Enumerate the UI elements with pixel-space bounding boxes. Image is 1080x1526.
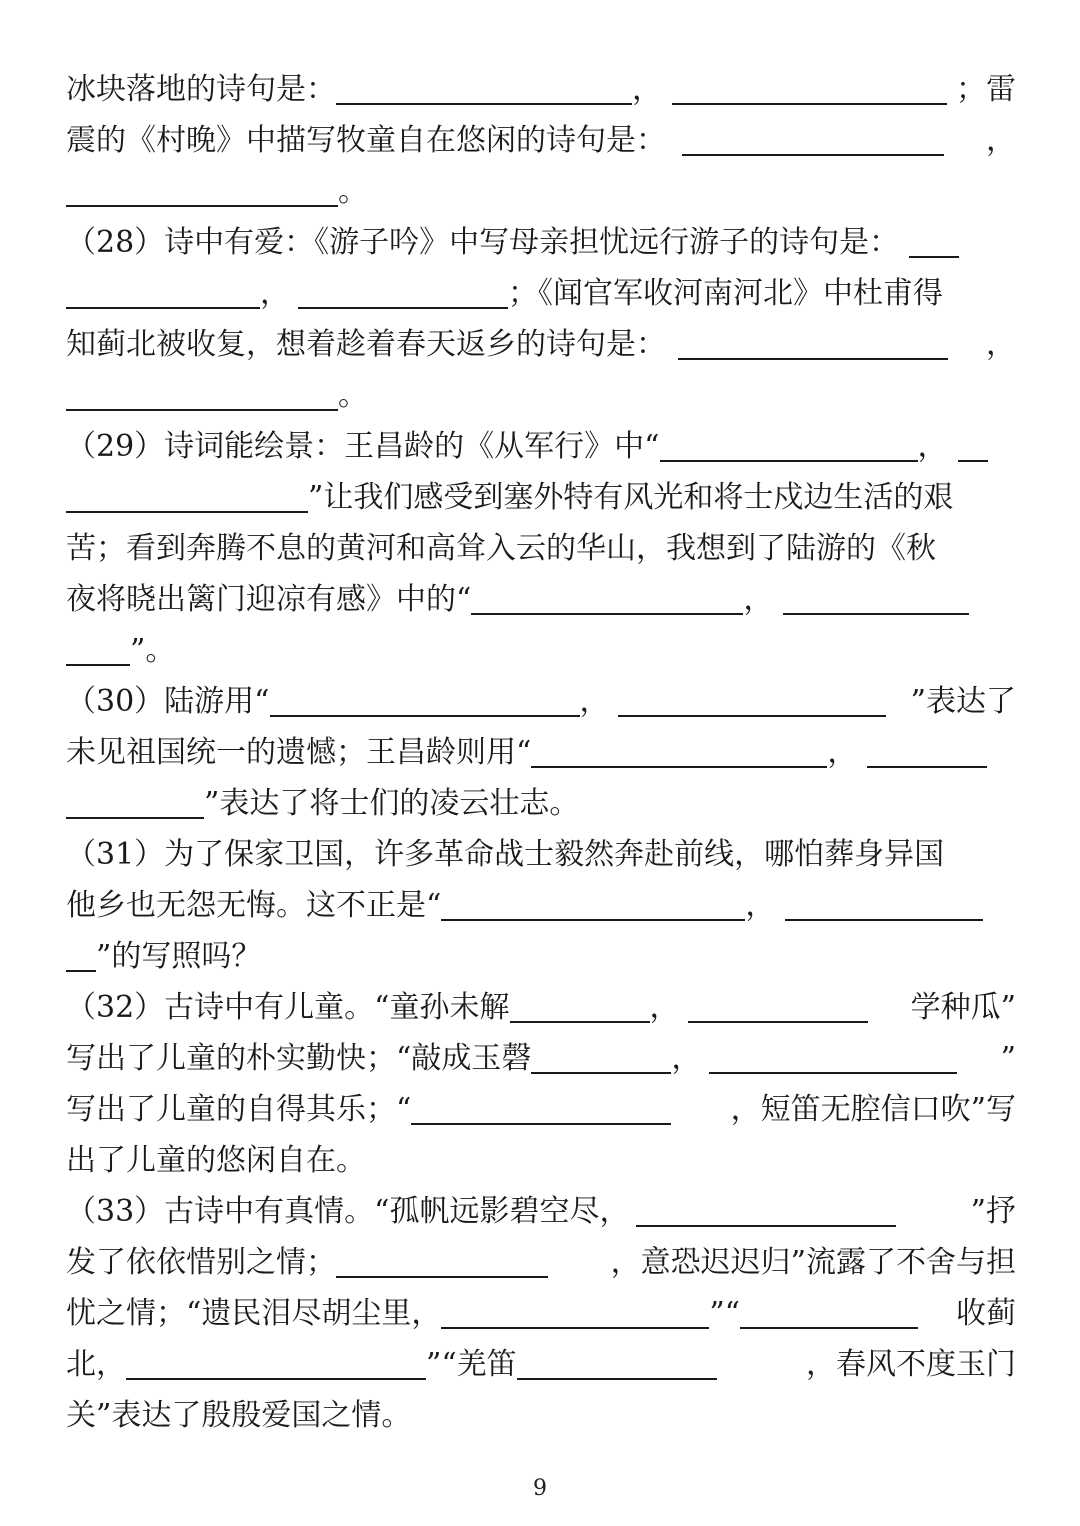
text-line: 发了依依惜别之情； ，意恐迟迟归”流露了不舍与担 — [66, 1245, 1016, 1280]
answer-blank[interactable] — [636, 1225, 896, 1227]
text-line: 关”表达了殷殷爱国之情。 — [66, 1398, 412, 1433]
answer-blank[interactable] — [66, 205, 338, 207]
answer-blank[interactable] — [867, 766, 987, 768]
answer-blank[interactable] — [66, 970, 96, 972]
answer-blank[interactable] — [441, 1327, 709, 1329]
answer-blank[interactable] — [441, 919, 745, 921]
answer-blank[interactable] — [66, 817, 204, 819]
answer-blank[interactable] — [66, 511, 308, 513]
question-33: （33）古诗中有真情。“孤帆远影碧空尽， ”抒 — [66, 1194, 1016, 1229]
answer-blank[interactable] — [66, 307, 260, 309]
answer-blank[interactable] — [688, 1021, 868, 1023]
text-line: 夜将晓出篱门迎凉有感》中的“ ， — [66, 574, 1016, 625]
text-line: 出了儿童的悠闲自在。 — [66, 1143, 366, 1178]
answer-blank[interactable] — [740, 1327, 918, 1329]
answer-blank[interactable] — [783, 613, 969, 615]
answer-blank[interactable] — [270, 715, 580, 717]
page-number: 9 — [533, 1476, 547, 1501]
answer-blank[interactable] — [336, 1276, 548, 1278]
question-31: （31）为了保家卫国，许多革命战士毅然奔赴前线，哪怕葬身异国 — [66, 837, 945, 872]
answer-blank[interactable] — [672, 103, 947, 105]
answer-blank[interactable] — [531, 766, 827, 768]
answer-blank[interactable] — [531, 1072, 671, 1074]
answer-blank[interactable] — [411, 1123, 671, 1125]
answer-blank[interactable] — [709, 1072, 957, 1074]
answer-blank[interactable] — [678, 358, 948, 360]
text-line: 北， ”“羌笛 ，春风不度玉门 — [66, 1347, 1016, 1382]
answer-blank[interactable] — [682, 154, 944, 156]
worksheet-body — [66, 64, 1016, 1441]
answer-blank[interactable] — [126, 1378, 426, 1380]
answer-blank[interactable] — [66, 409, 338, 411]
question-29: （29）诗词能绘景：王昌龄的《从军行》中“ ， — [66, 421, 1016, 472]
answer-blank[interactable] — [517, 1378, 717, 1380]
text-line: 未见祖国统一的遗憾；王昌龄则用“ ， — [66, 727, 1016, 778]
text-line: 他乡也无怨无悔。这不正是“ ， — [66, 880, 1016, 931]
text-line: 忧之情；“遗民泪尽胡尘里， ”“ 收蓟 — [66, 1296, 1016, 1331]
text-line: ”的写照吗？ — [66, 931, 1016, 982]
answer-blank[interactable] — [958, 460, 988, 462]
answer-blank[interactable] — [471, 613, 743, 615]
question-32: （32）古诗中有儿童。“童孙未解 ， 学种瓜” — [66, 990, 1016, 1025]
text-line: 。 — [66, 166, 1016, 217]
answer-blank[interactable] — [66, 664, 130, 666]
text-line: 写出了儿童的朴实勤快；“敲成玉磬 ， ” — [66, 1041, 1016, 1076]
text-line: 震的《村晚》中描写牧童自在悠闲的诗句是： ， — [66, 123, 1016, 158]
answer-blank[interactable] — [618, 715, 886, 717]
text-line: 冰块落地的诗句是： ， ；雷 — [66, 72, 1016, 107]
text-line: ”表达了将士们的凌云壮志。 — [66, 778, 1016, 829]
answer-blank[interactable] — [785, 919, 983, 921]
text-line: 。 — [66, 370, 1016, 421]
answer-blank[interactable] — [909, 256, 959, 258]
question-30: （30）陆游用“ ， ”表达了 — [66, 684, 1016, 719]
text-line: 写出了儿童的自得其乐；“ ，短笛无腔信口吹”写 — [66, 1092, 1016, 1127]
answer-blank[interactable] — [298, 307, 508, 309]
answer-blank[interactable] — [660, 460, 918, 462]
text-line: 知蓟北被收复，想着趁着春天返乡的诗句是： ， — [66, 327, 1016, 362]
answer-blank[interactable] — [510, 1021, 650, 1023]
question-28: （28）诗中有爱：《游子吟》中写母亲担忧远行游子的诗句是： — [66, 217, 1016, 268]
text-line: ”。 — [66, 625, 1016, 676]
text-line: ， ；《闻官军收河南河北》中杜甫得 — [66, 268, 1016, 319]
text-line: 苦；看到奔腾不息的黄河和高耸入云的华山，我想到了陆游的《秋 — [66, 531, 936, 566]
answer-blank[interactable] — [336, 103, 632, 105]
text-line: ”让我们感受到塞外特有风光和将士戍边生活的艰 — [66, 472, 1016, 523]
